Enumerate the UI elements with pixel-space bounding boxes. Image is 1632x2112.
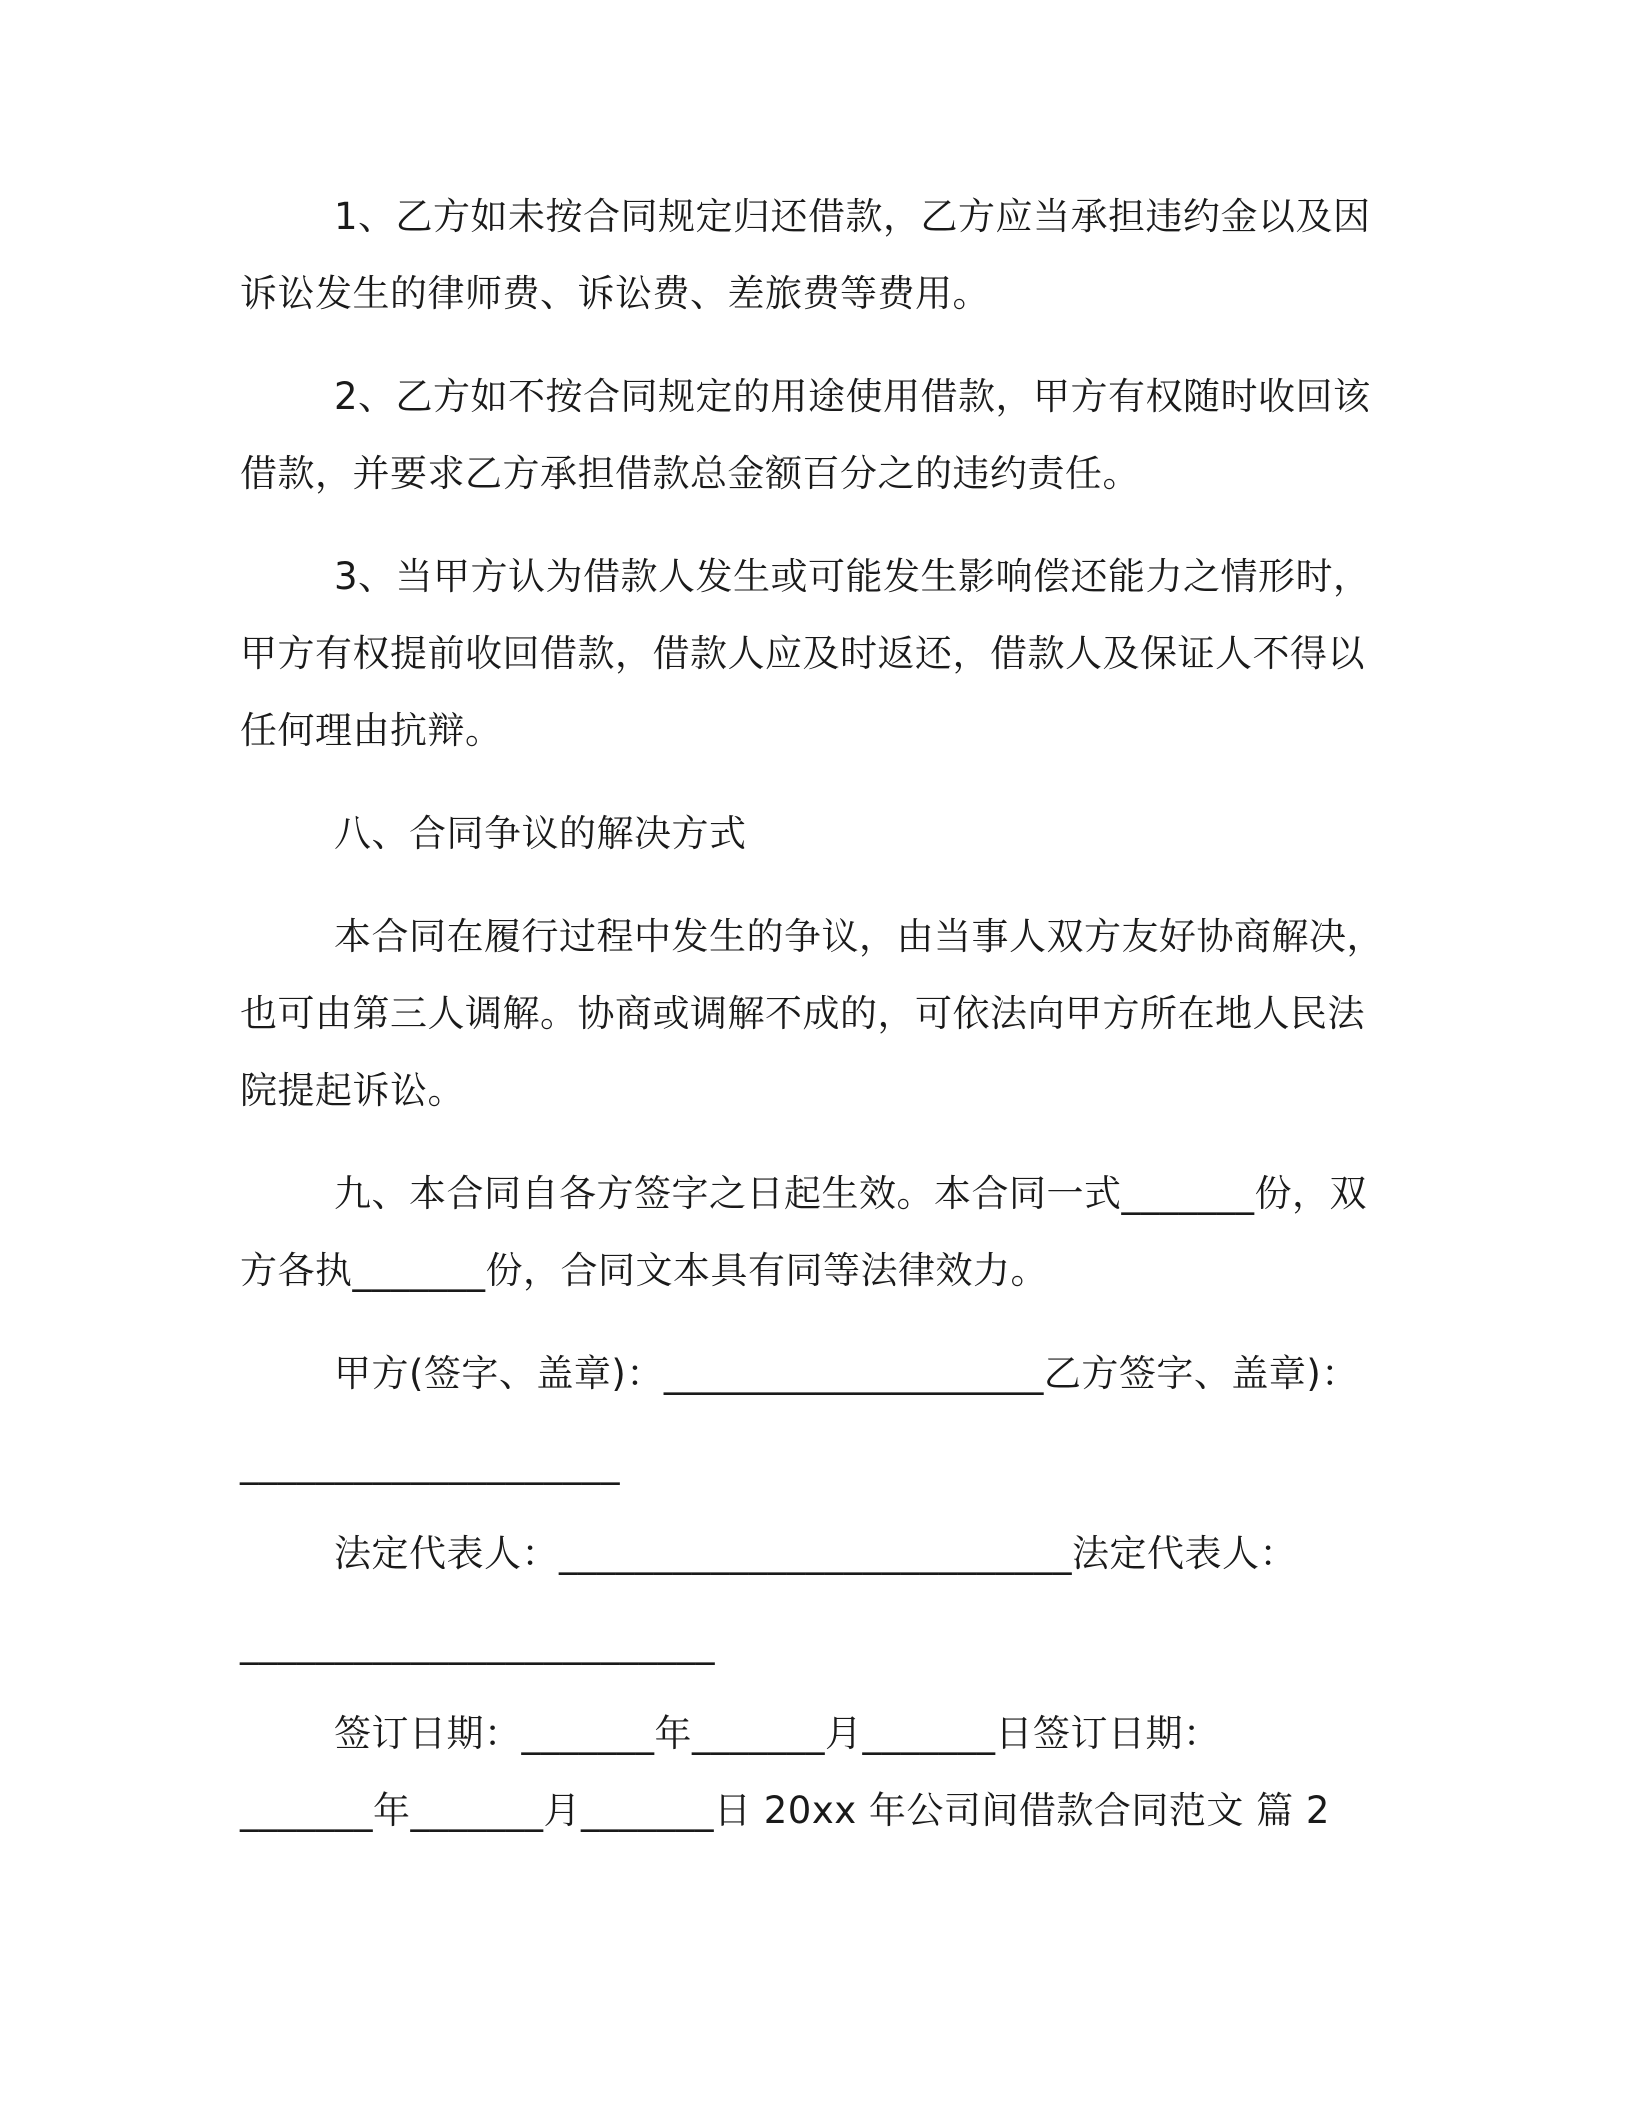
clause-2-line-1: 2、乙方如不按合同规定的用途使用借款，甲方有权随时收回该 bbox=[334, 375, 1371, 418]
clause-3-line-1: 3、当甲方认为借款人发生或可能发生影响偿还能力之情形时， bbox=[334, 555, 1371, 598]
legal-representative-line: 法定代表人：___________________________法定代表人： bbox=[334, 1532, 1297, 1575]
clause-3-line-2: 甲方有权提前收回借款，借款人应及时返还，借款人及保证人不得以 bbox=[240, 632, 1365, 675]
legal-representative-blank: _________________________ bbox=[240, 1622, 715, 1665]
section-9-line-2: 方各执_______份，合同文本具有同等法律效力。 bbox=[240, 1249, 1048, 1292]
clause-1-line-1: 1、乙方如未按合同规定归还借款，乙方应当承担违约金以及因 bbox=[334, 195, 1371, 238]
clause-3-line-3: 任何理由抗辩。 bbox=[240, 709, 503, 752]
party-b-signature-blank: ____________________ bbox=[240, 1442, 620, 1485]
signing-date-and-next-title: _______年_______月_______日 20xx 年公司间借款合同范文 篇 2 bbox=[240, 1789, 1330, 1832]
clause-1-line-2: 诉讼发生的律师费、诉讼费、差旅费等费用。 bbox=[240, 272, 990, 315]
dispute-paragraph-line-2: 也可由第三人调解。协商或调解不成的，可依法向甲方所在地人民法 bbox=[240, 992, 1365, 1035]
party-signature-line: 甲方(签字、盖章)：____________________乙方签字、盖章)： bbox=[334, 1352, 1359, 1395]
clause-2-line-2: 借款，并要求乙方承担借款总金额百分之的违约责任。 bbox=[240, 452, 1140, 495]
section-8-heading: 八、合同争议的解决方式 bbox=[334, 812, 747, 855]
dispute-paragraph-line-3: 院提起诉讼。 bbox=[240, 1069, 465, 1112]
signing-date-line: 签订日期：_______年_______月_______日签订日期： bbox=[334, 1712, 1221, 1755]
dispute-paragraph-line-1: 本合同在履行过程中发生的争议，由当事人双方友好协商解决， bbox=[334, 915, 1384, 958]
section-9-line-1: 九、本合同自各方签字之日起生效。本合同一式_______份，双 bbox=[334, 1172, 1367, 1215]
